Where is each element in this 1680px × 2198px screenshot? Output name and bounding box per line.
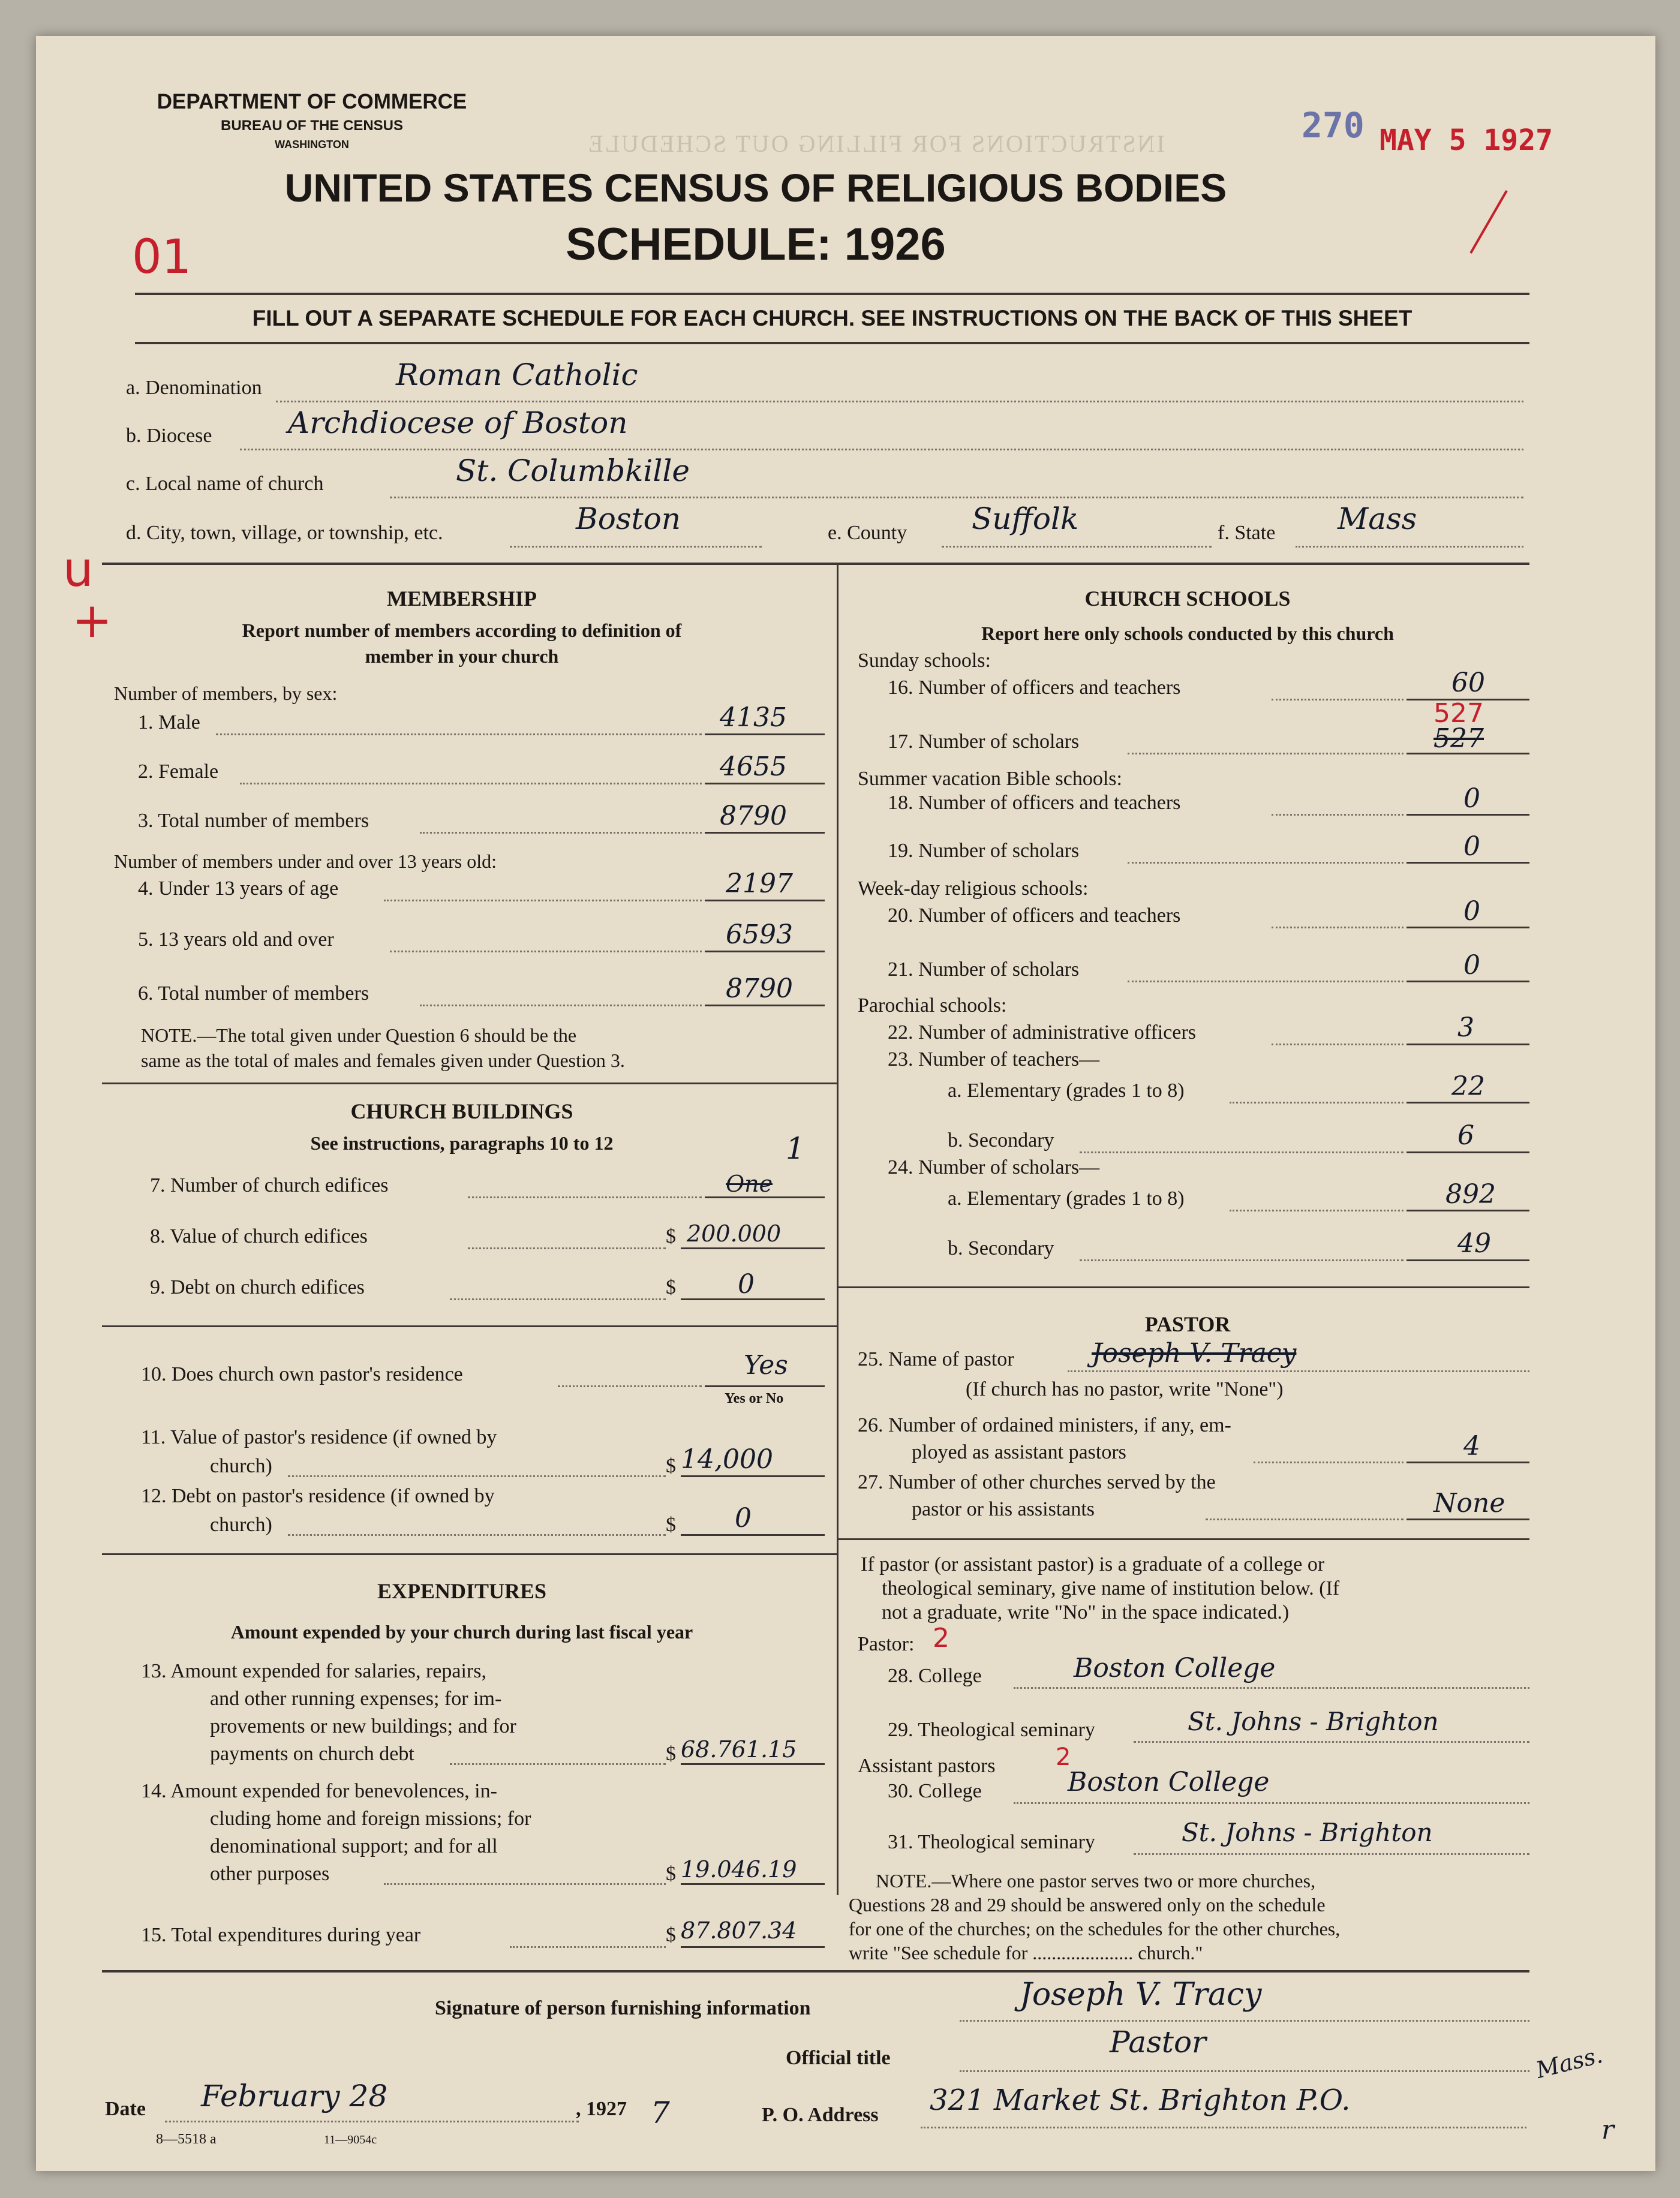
po-address-state: Mass.	[1533, 2041, 1606, 2083]
pastor-heading: PASTOR	[1144, 1312, 1231, 1336]
pastor-note-2: Questions 28 and 29 should be answered only on the schedule	[849, 1894, 1326, 1916]
red-plus-mark: +	[72, 593, 113, 648]
q24b-answer-line	[1406, 1259, 1529, 1261]
by-age-label: Number of members under and over 13 years old:	[114, 850, 497, 872]
q5-answer-line	[705, 951, 825, 952]
sunday-schools-label: Sunday schools:	[858, 650, 991, 672]
pastor-note-1: NOTE.—Where one pastor serves two or more churches,	[876, 1870, 1316, 1892]
form-number: 8—5518 a	[156, 2131, 217, 2147]
q7-correction: 1	[786, 1131, 805, 1166]
q24a-answer-line	[1406, 1210, 1529, 1211]
corner-mark: r	[1601, 2115, 1615, 2145]
rule-below-instruction	[135, 342, 1529, 344]
red-mark-01: 01	[132, 230, 192, 284]
q21-answer-line	[1406, 981, 1529, 982]
denomination-label: a. Denomination	[126, 377, 262, 399]
q10-answer-line	[705, 1385, 825, 1387]
bureau-label: BUREAU OF THE CENSUS	[220, 118, 404, 134]
membership-intro-2: member in your church	[365, 645, 559, 667]
schools-heading: CHURCH SCHOOLS	[1084, 587, 1291, 611]
department-label: DEPARTMENT OF COMMERCE	[157, 90, 467, 113]
washington-label: WASHINGTON	[275, 139, 349, 151]
q11-label-2: church)	[210, 1455, 272, 1477]
signature-label: Signature of person furnishing information	[435, 1997, 811, 2019]
weekday-schools-label: Week-day religious schools:	[858, 877, 1089, 900]
q17-value[interactable]: 527	[1433, 723, 1484, 754]
q17-label: 17. Number of scholars	[888, 730, 1080, 753]
q18-value[interactable]: 0	[1463, 783, 1480, 814]
official-title-label: Official title	[786, 2047, 891, 2069]
q7-dots	[468, 1196, 702, 1198]
diocese-line	[240, 449, 1523, 450]
local-church-value[interactable]: St. Columbkille	[456, 453, 690, 488]
official-title-dots	[960, 2070, 1529, 2072]
county-value[interactable]: Suffolk	[972, 501, 1079, 536]
rule-before-signature	[102, 1970, 1529, 1973]
summer-schools-label: Summer vacation Bible schools:	[858, 768, 1122, 790]
pastor-note-3: for one of the churches; on the schedules for the other churches,	[849, 1918, 1341, 1940]
local-church-line	[390, 497, 1523, 498]
q13-dots	[450, 1763, 666, 1765]
pastor-subheading: Pastor:	[858, 1633, 915, 1655]
q8-dots	[468, 1247, 666, 1249]
q23b-label: b. Secondary	[948, 1129, 1054, 1151]
q27-dots	[1206, 1519, 1403, 1520]
q29-dots	[1134, 1741, 1529, 1743]
signature-value[interactable]: Joseph V. Tracy	[1020, 1977, 1262, 2013]
q3-answer-line	[705, 832, 825, 834]
expenditures-heading: EXPENDITURES	[377, 1579, 547, 1603]
state-label: f. State	[1218, 522, 1276, 544]
q12-answer-line	[681, 1534, 825, 1536]
pastor-note-4: write "See schedule for ..................... church."	[849, 1942, 1203, 1964]
q28-value[interactable]: Boston College	[1074, 1653, 1276, 1683]
q29-value[interactable]: St. Johns - Brighton	[1188, 1707, 1439, 1736]
q3-dots	[420, 832, 702, 834]
q9-dollar: $	[666, 1276, 676, 1298]
q11-answer-line	[681, 1475, 825, 1477]
q16-value[interactable]: 60	[1451, 667, 1485, 698]
q13-label-3: provements or new buildings; and for	[210, 1715, 516, 1737]
q23a-value[interactable]: 22	[1451, 1071, 1485, 1102]
q24b-label: b. Secondary	[948, 1237, 1054, 1259]
stamp-number: 270	[1302, 105, 1365, 146]
q20-answer-line	[1406, 927, 1529, 928]
q23a-dots	[1230, 1102, 1403, 1103]
local-church-label: c. Local name of church	[126, 473, 324, 495]
q14-label-1: 14. Amount expended for benevolences, in-	[141, 1780, 497, 1802]
stamp-date: MAY 5 1927	[1380, 124, 1553, 157]
q16-dots	[1272, 699, 1403, 700]
q23b-value[interactable]: 6	[1457, 1120, 1474, 1151]
q29-label: 29. Theological seminary	[888, 1719, 1095, 1741]
schedule-year: SCHEDULE: 1926	[566, 219, 946, 270]
po-address-value[interactable]: 321 Market St. Brighton P.O.	[930, 2083, 1351, 2117]
q13-label-4: payments on church debt	[210, 1743, 414, 1765]
q5-dots	[390, 951, 702, 952]
q1-male-label: 1. Male	[138, 711, 200, 733]
q5-over13-value[interactable]: 6593	[726, 919, 793, 950]
census-schedule-sheet	[36, 36, 1655, 2171]
city-label: d. City, town, village, or township, etc.	[126, 522, 443, 544]
q13-label-2: and other running expenses; for im-	[210, 1688, 502, 1710]
q9-dots	[450, 1298, 666, 1300]
q8-answer-line	[681, 1247, 825, 1249]
q18-answer-line	[1406, 814, 1529, 816]
q10-dots	[558, 1385, 702, 1387]
q6-dots	[420, 1005, 702, 1006]
date-value[interactable]: February 28	[201, 2079, 388, 2113]
q8-dollar: $	[666, 1225, 676, 1247]
q7-edifices-label: 7. Number of church edifices	[150, 1174, 389, 1196]
date-label: Date	[105, 2098, 146, 2120]
q28-label: 28. College	[888, 1665, 982, 1687]
q1-male-value[interactable]: 4135	[720, 702, 787, 733]
q2-female-label: 2. Female	[138, 760, 219, 783]
buildings-subtitle: See instructions, paragraphs 10 to 12	[310, 1132, 614, 1154]
q14-label-2: cluding home and foreign missions; for	[210, 1808, 531, 1830]
separate-schedule-instruction: FILL OUT A SEPARATE SCHEDULE FOR EACH CHURCH. SEE INSTRUCTIONS ON THE BACK OF THIS SHEET	[252, 306, 1412, 330]
q31-dots	[1134, 1853, 1529, 1855]
schools-subtitle: Report here only schools conducted by this church	[981, 623, 1394, 644]
q8-value-label: 8. Value of church edifices	[150, 1225, 368, 1247]
city-line	[510, 546, 762, 548]
q30-dots	[1014, 1802, 1529, 1804]
q2-dots	[240, 783, 702, 784]
membership-note-2: same as the total of males and females given under Question 3.	[141, 1050, 625, 1071]
yes-or-no-hint: Yes or No	[725, 1391, 784, 1406]
q15-value[interactable]: 87.807.34	[681, 1917, 797, 1944]
q21-label: 21. Number of scholars	[888, 958, 1080, 981]
q13-value[interactable]: 68.761.15	[681, 1736, 797, 1763]
assistant-pastors-subheading: Assistant pastors	[858, 1755, 996, 1777]
q2-answer-line	[705, 783, 825, 784]
q26-label-2: ployed as assistant pastors	[912, 1441, 1126, 1463]
membership-heading: MEMBERSHIP	[386, 587, 537, 611]
membership-intro-1: Report number of members according to definition of	[242, 620, 682, 641]
q6-answer-line	[705, 1005, 825, 1006]
denomination-value[interactable]: Roman Catholic	[396, 357, 638, 392]
po-address-dots	[921, 2127, 1526, 2128]
q23b-dots	[1080, 1151, 1403, 1153]
by-sex-label: Number of members, by sex:	[114, 682, 338, 704]
q21-dots	[1128, 981, 1403, 982]
q18-dots	[1272, 814, 1403, 816]
q24a-dots	[1230, 1210, 1403, 1211]
q21-value[interactable]: 0	[1463, 950, 1480, 981]
q3-total-value[interactable]: 8790	[720, 801, 787, 831]
q15-answer-line	[681, 1946, 825, 1948]
diocese-value[interactable]: Archdiocese of Boston	[288, 405, 628, 440]
q9-debt-value[interactable]: 0	[738, 1269, 755, 1300]
q18-label: 18. Number of officers and teachers	[888, 792, 1181, 814]
q12-label-2: church)	[210, 1514, 272, 1536]
q4-under13-value[interactable]: 2197	[726, 868, 793, 899]
q25-dots	[1068, 1370, 1529, 1372]
rule-after-membership	[102, 1083, 837, 1084]
q24a-label: a. Elementary (grades 1 to 8)	[948, 1187, 1185, 1210]
q11-dots	[288, 1475, 666, 1477]
q14-label-3: denominational support; and for all	[210, 1835, 498, 1857]
q10-residence-value[interactable]: Yes	[744, 1350, 788, 1381]
back-show-through-title: INSTRUCTIONS FOR FILLING OUT SCHEDULE	[587, 130, 1165, 157]
q12-value[interactable]: 0	[735, 1503, 752, 1534]
q25-note: (If church has no pastor, write "None")	[966, 1378, 1284, 1400]
q12-dollar: $	[666, 1514, 676, 1536]
rule-after-schools	[839, 1286, 1529, 1288]
q13-label-1: 13. Amount expended for salaries, repairs,	[141, 1660, 486, 1682]
q11-label-1: 11. Value of pastor's residence (if owned by	[141, 1426, 497, 1448]
q4-answer-line	[705, 900, 825, 901]
q13-dollar: $	[666, 1743, 676, 1765]
q19-value[interactable]: 0	[1463, 831, 1480, 862]
q27-value[interactable]: None	[1433, 1488, 1505, 1519]
graduate-instruction-3: not a graduate, write "No" in the space indicated.)	[882, 1601, 1290, 1623]
q22-label: 22. Number of administrative officers	[888, 1021, 1196, 1044]
q4-dots	[384, 900, 702, 901]
q26-value[interactable]: 4	[1463, 1431, 1480, 1462]
q20-value[interactable]: 0	[1463, 896, 1480, 927]
q19-dots	[1128, 862, 1403, 864]
q26-answer-line	[1406, 1462, 1529, 1463]
date-year-handwritten: 7	[651, 2095, 670, 2130]
q30-label: 30. College	[888, 1780, 982, 1802]
graduate-instruction-2: theological seminary, give name of institution below. (If	[882, 1577, 1340, 1599]
q14-value[interactable]: 19.046.19	[681, 1856, 797, 1883]
form-number-2: 11—9054c	[324, 2133, 377, 2146]
q23a-label: a. Elementary (grades 1 to 8)	[948, 1080, 1185, 1102]
q12-dots	[288, 1534, 666, 1536]
q17-red-correction: 527	[1433, 698, 1484, 729]
signature-dots	[960, 2020, 1529, 2022]
q14-dollar: $	[666, 1863, 676, 1885]
rule-below-identification	[102, 563, 1529, 565]
parochial-schools-label: Parochial schools:	[858, 994, 1007, 1017]
red-check-mark	[1469, 190, 1507, 254]
q22-dots	[1272, 1044, 1403, 1045]
column-divider	[837, 564, 839, 1895]
q15-label: 15. Total expenditures during year	[141, 1924, 421, 1946]
q17-dots	[1128, 753, 1403, 754]
q24b-value[interactable]: 49	[1457, 1228, 1491, 1259]
q24b-dots	[1080, 1259, 1403, 1261]
rule-top	[135, 293, 1529, 295]
q6-total-label: 6. Total number of members	[138, 982, 369, 1005]
q26-label-1: 26. Number of ordained ministers, if any, em-	[858, 1414, 1231, 1436]
q15-dollar: $	[666, 1924, 676, 1946]
q30-value[interactable]: Boston College	[1068, 1767, 1270, 1797]
denomination-line	[276, 401, 1523, 402]
q22-value[interactable]: 3	[1457, 1012, 1474, 1043]
q19-answer-line	[1406, 862, 1529, 864]
pastor-red-mark: 2	[933, 1623, 949, 1653]
q20-dots	[1272, 927, 1403, 928]
rule-after-buildings	[102, 1553, 837, 1555]
q31-label: 31. Theological seminary	[888, 1831, 1095, 1853]
q25-label: 25. Name of pastor	[858, 1348, 1014, 1370]
q15-dots	[510, 1946, 666, 1948]
q28-dots	[1014, 1687, 1529, 1689]
q23a-answer-line	[1406, 1102, 1529, 1103]
buildings-heading: CHURCH BUILDINGS	[350, 1099, 573, 1123]
state-value[interactable]: Mass	[1338, 501, 1417, 536]
q9-debt-label: 9. Debt on church edifices	[150, 1276, 365, 1298]
q31-value[interactable]: St. Johns - Brighton	[1182, 1818, 1433, 1847]
q8-value[interactable]: 200.000	[687, 1220, 782, 1247]
county-line	[942, 546, 1212, 548]
po-address-label: P. O. Address	[762, 2104, 879, 2126]
q1-dots	[216, 733, 702, 735]
q4-under13-label: 4. Under 13 years of age	[138, 877, 339, 900]
date-year: , 1927	[576, 2098, 627, 2120]
q14-label-4: other purposes	[210, 1863, 330, 1885]
state-line	[1296, 546, 1523, 548]
q24-label: 24. Number of scholars—	[888, 1156, 1100, 1178]
graduate-instruction-1: If pastor (or assistant pastor) is a graduate of a college or	[861, 1553, 1325, 1575]
city-value[interactable]: Boston	[576, 501, 681, 536]
q7-edifices-value[interactable]: One	[726, 1171, 773, 1197]
expenditures-subtitle: Amount expended by your church during last fiscal year	[230, 1621, 693, 1643]
q5-over13-label: 5. 13 years old and over	[138, 928, 334, 951]
q22-answer-line	[1406, 1044, 1529, 1045]
q27-label-2: pastor or his assistants	[912, 1498, 1095, 1520]
q1-answer-line	[705, 733, 825, 735]
q11-value[interactable]: 14,000	[681, 1444, 773, 1475]
q3-total-label: 3. Total number of members	[138, 810, 369, 832]
membership-note-1: NOTE.—The total given under Question 6 should be the	[141, 1024, 577, 1046]
q26-dots	[1254, 1462, 1403, 1463]
q14-answer-line	[681, 1883, 825, 1885]
q23b-answer-line	[1406, 1151, 1529, 1153]
red-margin-mark: u	[63, 542, 94, 597]
q23-label: 23. Number of teachers—	[888, 1048, 1100, 1071]
q11-dollar: $	[666, 1455, 676, 1477]
official-title-value[interactable]: Pastor	[1110, 2025, 1206, 2059]
diocese-label: b. Diocese	[126, 425, 212, 447]
q6-total-value[interactable]: 8790	[726, 973, 793, 1004]
assistant-red-mark: 2	[1056, 1743, 1071, 1771]
q27-label-1: 27. Number of other churches served by the	[858, 1471, 1216, 1493]
q13-answer-line	[681, 1763, 825, 1765]
rule-after-q9	[102, 1325, 837, 1327]
q20-label: 20. Number of officers and teachers	[888, 904, 1181, 927]
rule-after-q27	[839, 1538, 1529, 1540]
county-label: e. County	[828, 522, 907, 544]
q2-female-value[interactable]: 4655	[720, 751, 787, 782]
q16-label: 16. Number of officers and teachers	[888, 676, 1181, 699]
q25-value[interactable]: Joseph V. Tracy	[1092, 1338, 1297, 1369]
form-title: UNITED STATES CENSUS OF RELIGIOUS BODIES	[284, 166, 1227, 210]
q12-label-1: 12. Debt on pastor's residence (if owned by	[141, 1485, 495, 1507]
date-dots	[165, 2121, 579, 2122]
q19-label: 19. Number of scholars	[888, 840, 1080, 862]
q14-dots	[384, 1883, 666, 1885]
q24a-value[interactable]: 892	[1445, 1179, 1496, 1210]
q10-residence-label: 10. Does church own pastor's residence	[141, 1363, 463, 1385]
q27-answer-line	[1406, 1519, 1529, 1520]
